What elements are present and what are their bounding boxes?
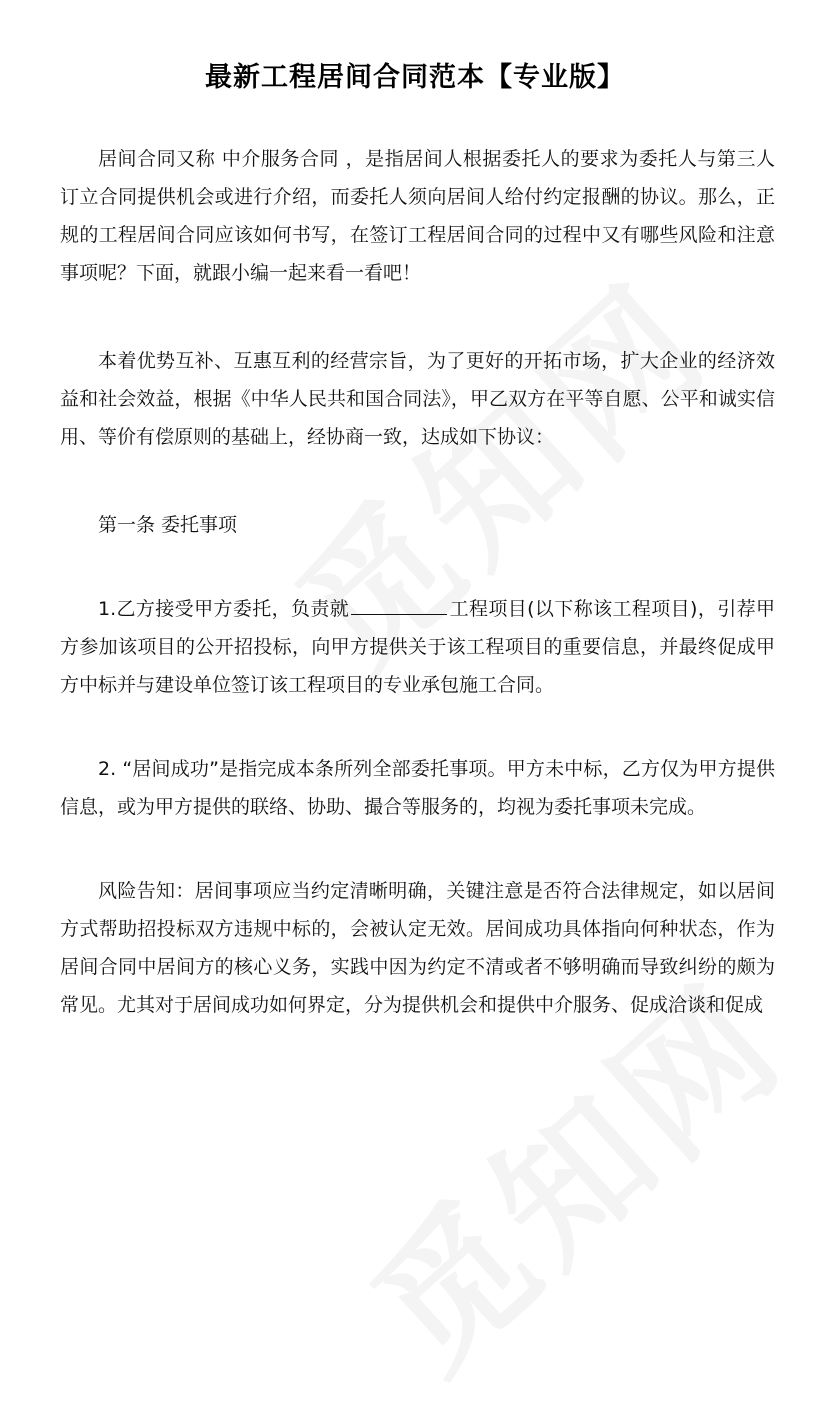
clause-2: 2. “居间成功”是指完成本条所列全部委托事项。甲方未中标，乙方仅为甲方提供信息，或为甲方提供的联络、协助、撮合等服务的，均视为委托事项未完成。 [60, 758, 775, 818]
document-title: 最新工程居间合同范本【专业版】 [205, 62, 625, 93]
risk-notice-paragraph: 风险告知：居间事项应当约定清晰明确，关键注意是否符合法律规定，如以居间方式帮助招投标双方违规中标的，会被认定无效。居间成功具体指向何种状态，作为居间合同中居间方的核心义务，实践中因为约定不清或者不够明确而导致纠纷的颇为常见。尤其对于居间成功如何界定，分为提供机会和提供中介服务、促成洽谈和促成 [60, 880, 775, 1016]
clause-1-text-before: 1.乙方接受甲方委托，负责就 [98, 598, 350, 620]
intro-paragraph: 居间合同又称 中介服务合同 ，是指居间人根据委托人的要求为委托人与第三人订立合同提供机会或进行介绍，而委托人须向居间人给付约定报酬的协议。那么，正规的工程居间合同应该如何书写，在签订工程居间合同的过程中又有哪些风险和注意事项呢？下面，就跟小编一起来看一看吧！ [60, 148, 775, 284]
clause-1 [60, 590, 775, 704]
preamble-paragraph: 本着优势互补、互惠互利的经营宗旨，为了更好的开拓市场，扩大企业的经济效益和社会效益，根据《中华人民共和国合同法》，甲乙双方在平等自愿、公平和诚实信用、等价有偿原则的基础上，经协商一致，达成如下协议： [60, 350, 775, 448]
article-heading: 第一条 委托事项 [98, 514, 238, 536]
clause-1-text-after: 工程项目(以下称该工程项目)，引荐甲方参加该项目的公开招投标，向甲方提供关于该工程项目的重要信息，并最终促成甲方中标并与建设单位签订该工程项目的专业承包施工合同。 [60, 598, 775, 696]
fill-in-blank-line [351, 592, 447, 615]
